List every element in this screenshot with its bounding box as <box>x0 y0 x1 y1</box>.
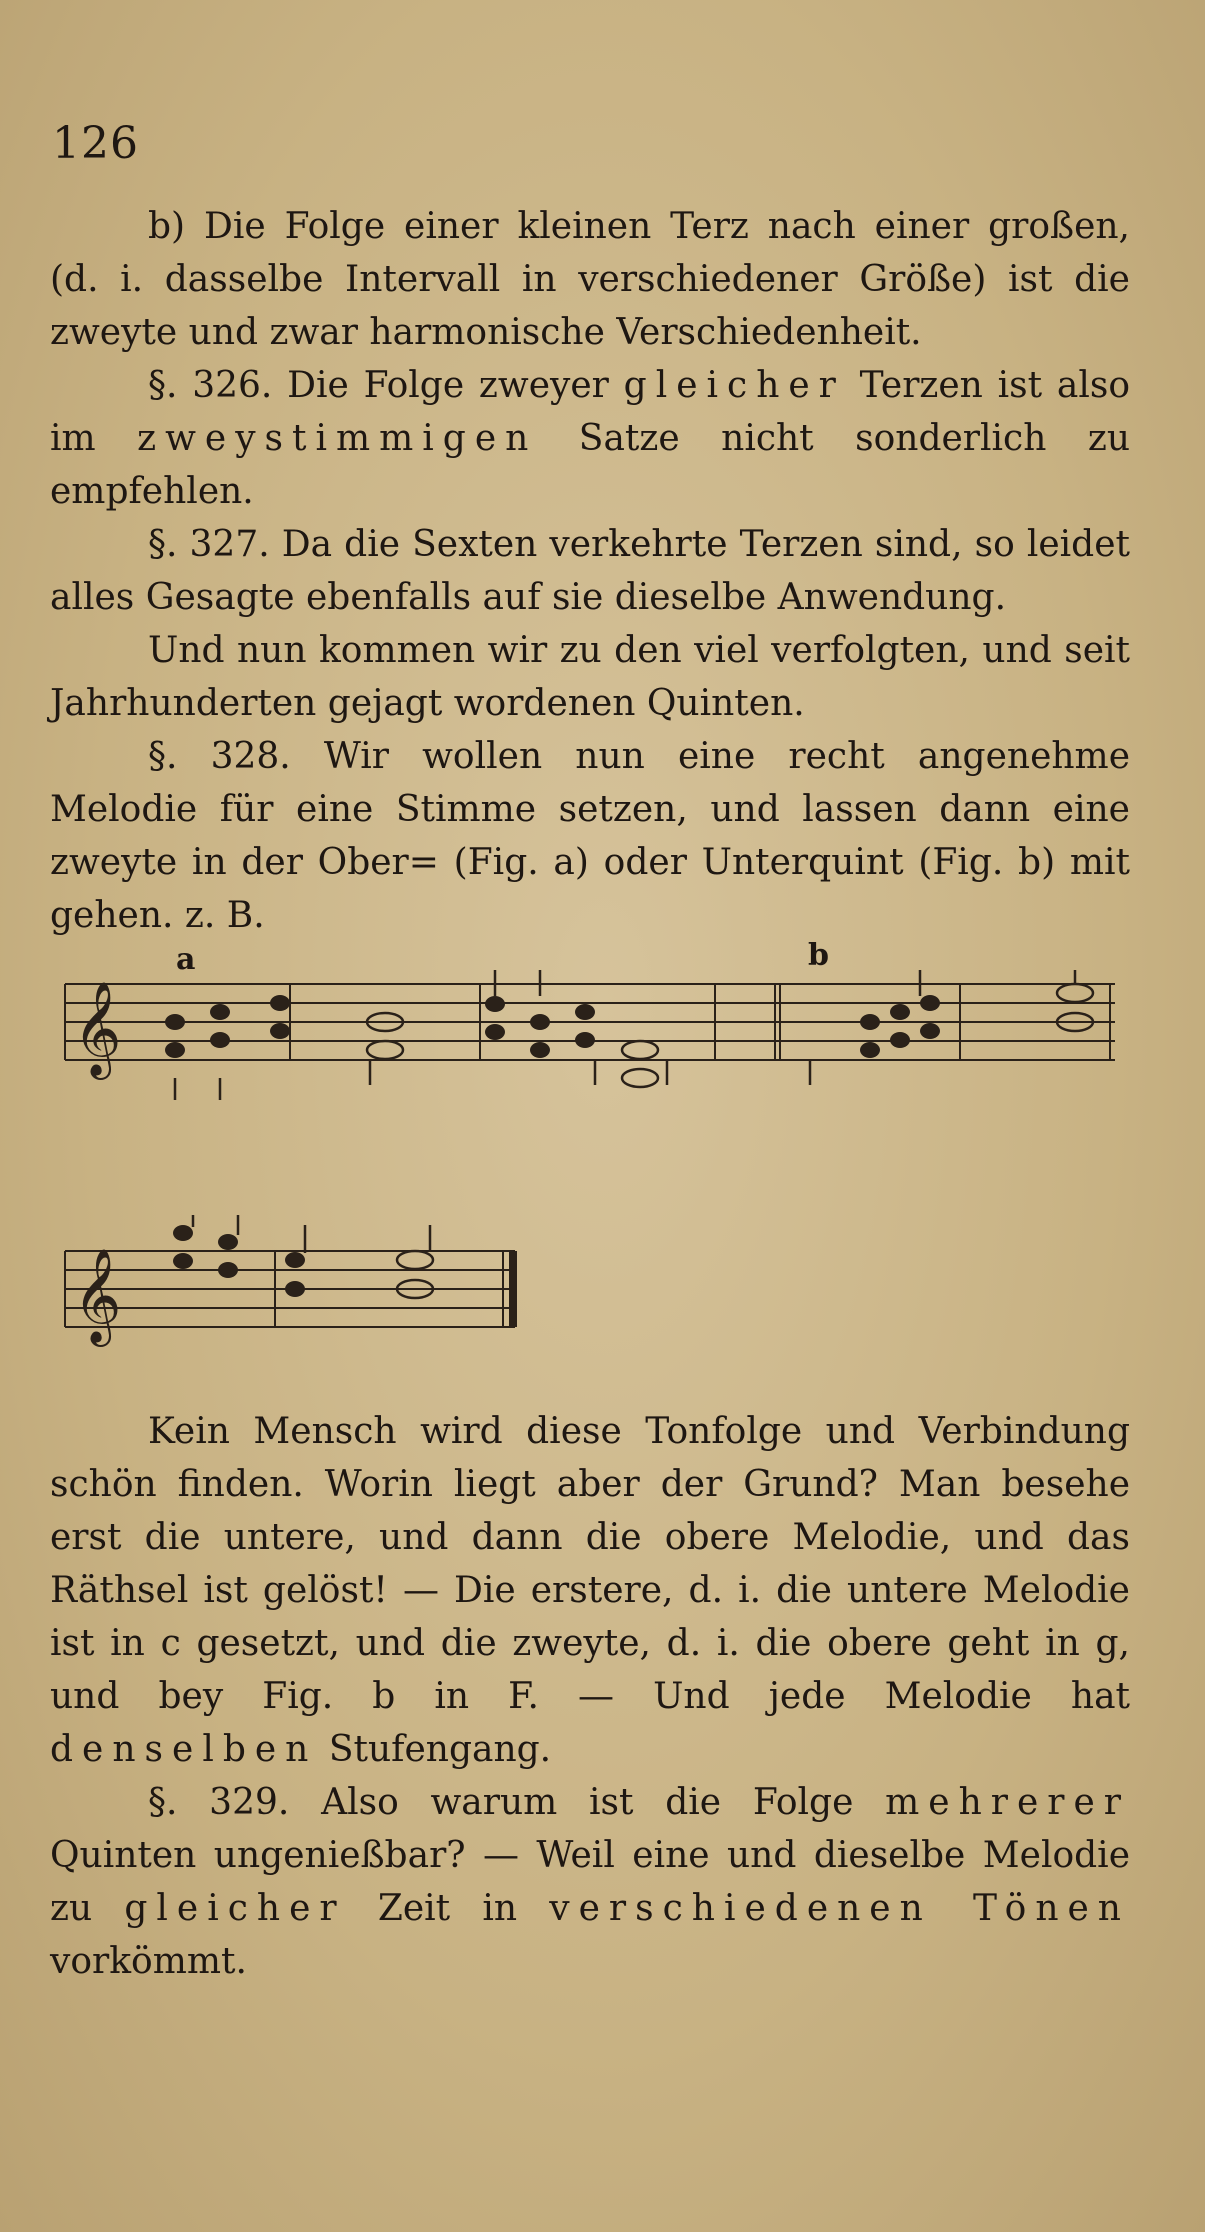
music-staff-1 <box>55 970 1125 1130</box>
p326-a: §. 326. Die Folge zweyer <box>148 365 624 406</box>
pb1-b: denselben <box>50 1729 318 1770</box>
p329-a: §. 329. Also warum ist die Folge <box>148 1782 886 1823</box>
p326-b: gleicher <box>623 365 845 406</box>
page-number: 126 <box>52 118 139 169</box>
fig-label-a: a <box>176 942 196 977</box>
pb1-a: Kein Mensch wird diese Tonfolge und Verbindung schön finden. Worin liegt aber der Grund? Man besehe erst die untere, und dann die obere Melodie, und das Räthsel ist gelöst! — Die erstere, d. i. die untere Melodie ist in c gesetzt, und die zweyte, d. i. die obere geht in g, und bey Fig. b in F. — Und jede Melodie hat <box>50 1411 1130 1717</box>
pb1-c: Stufengang. <box>317 1729 552 1770</box>
p326-c: Terzen ist also im <box>50 365 1130 459</box>
treble-clef-icon-1: 𝄞 <box>73 981 122 1076</box>
p329-e: Zeit in <box>345 1888 550 1929</box>
p329-b: mehrerer <box>885 1782 1130 1823</box>
p326-d: zweystimmigen <box>137 418 538 459</box>
p326-e: Satze nicht sonderlich zu empfehlen. <box>50 418 1130 512</box>
fig-label-b: b <box>808 938 829 973</box>
paragraph-327: §. 327. Da die Sexten verkehrte Terzen sind, so leidet alles Gesagte ebenfalls auf sie dieselbe Anwendung. <box>50 524 1130 618</box>
treble-clef-icon-2: 𝄞 <box>73 1248 122 1343</box>
p329-c: Quinten ungenießbar? — Weil eine und dieselbe Melodie zu <box>50 1835 1130 1929</box>
p329-d: gleicher <box>124 1888 346 1929</box>
p329-f: verschiedenen Tönen <box>549 1888 1130 1929</box>
paragraph-326 <box>50 359 1130 518</box>
paragraph-328: §. 328. Wir wollen nun eine recht angenehme Melodie für eine Stimme setzen, und lassen dann eine zweyte in der Ober= (Fig. a) oder Unterquint (Fig. b) mit gehen. z. B. <box>50 736 1130 936</box>
paragraph-kein-mensch <box>50 1405 1130 1776</box>
p329-g: vorkömmt. <box>50 1941 247 1982</box>
paragraph-329 <box>50 1776 1130 1988</box>
paragraph-b: b) Die Folge einer kleinen Terz nach einer großen, (d. i. dasselbe Intervall in verschiedener Größe) ist die zweyte und zwar harmonische Verschiedenheit. <box>50 206 1130 353</box>
music-staff-2 <box>55 1215 535 1365</box>
text-block-bottom <box>50 1405 1130 1988</box>
text-block-top <box>50 200 1130 942</box>
paragraph-quinten: Und nun kommen wir zu den viel verfolgten, und seit Jahrhunderten gejagt wordenen Quinten. <box>50 630 1130 724</box>
